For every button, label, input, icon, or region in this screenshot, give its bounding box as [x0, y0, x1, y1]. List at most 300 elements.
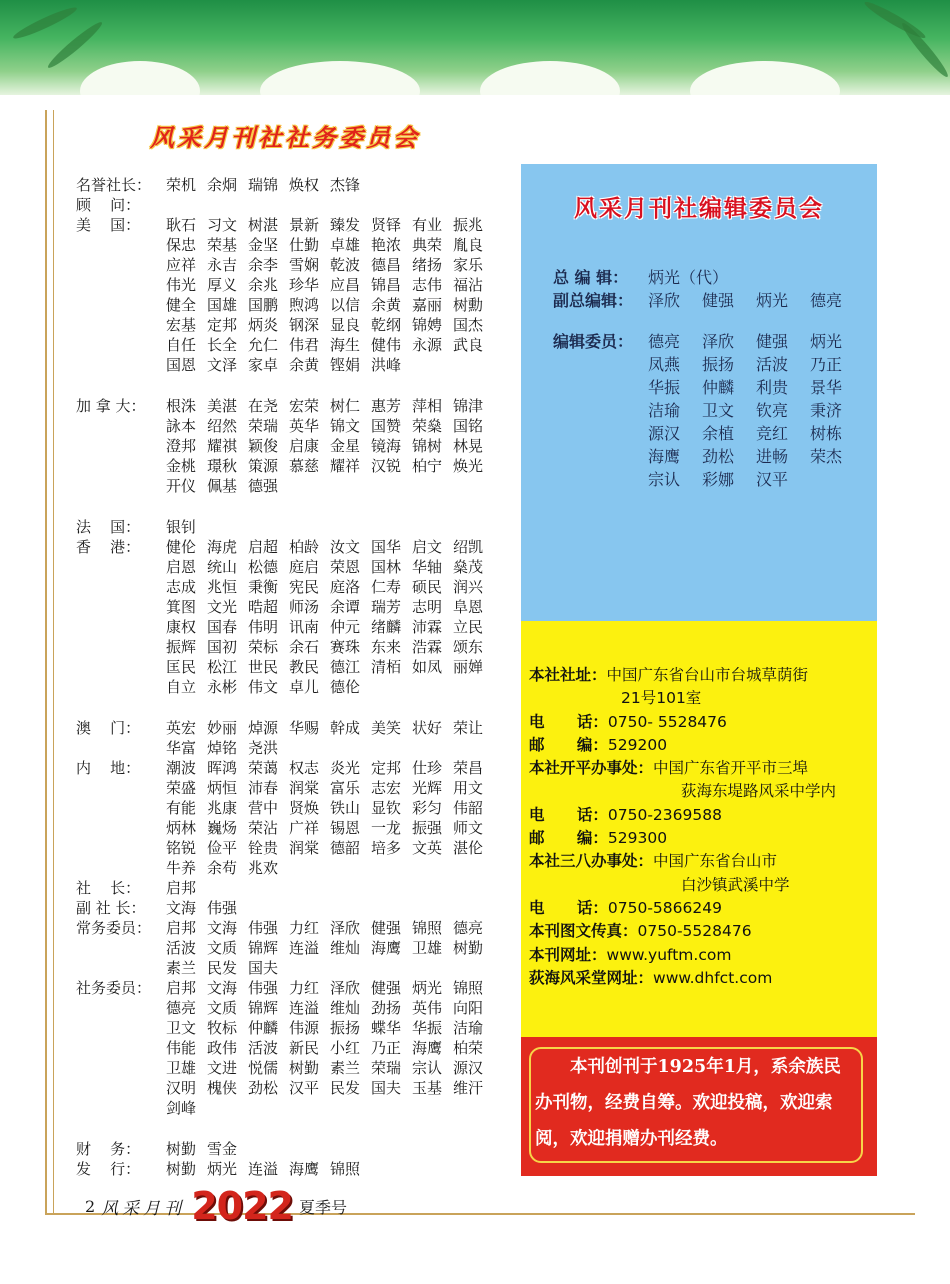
kaiping-tel-label: 电 话： [529, 805, 608, 824]
member-name: 松德 [248, 558, 279, 576]
member-name: 连溢 [289, 939, 320, 957]
sanba-office-label: 本社三八办事处： [529, 852, 654, 871]
member-name: 蝶华 [371, 1019, 402, 1037]
roster-names [166, 718, 516, 758]
roster-names [166, 537, 516, 697]
member-name: 树湛 [248, 216, 279, 234]
member-name: 培多 [371, 839, 402, 857]
member-name: 家卓 [248, 356, 279, 374]
member-name: 景新 [289, 216, 320, 234]
member-name: 璟秋 [207, 457, 238, 475]
member-name: 浩霖 [412, 638, 443, 656]
sanba-tel-label: 电 话： [529, 898, 608, 917]
member-name: 俭平 [207, 839, 238, 857]
member-name: 锡恩 [330, 819, 361, 837]
member-name: 伟光 [166, 276, 197, 294]
member-name: 德亮 [166, 999, 197, 1017]
member-name: 有业 [412, 216, 443, 234]
member-name: 瑞芳 [371, 598, 402, 616]
roster-label: 内 地： [76, 759, 141, 777]
member-name: 绍凯 [453, 538, 484, 556]
member-name: 立民 [453, 618, 484, 636]
member-name: 槐侠 [207, 1079, 238, 1097]
roster-row [76, 517, 516, 537]
roster-label: 名誉社长： [76, 176, 152, 194]
member-name: 余兆 [248, 276, 279, 294]
roster-names [166, 918, 516, 978]
member-name: 余李 [248, 256, 279, 274]
member-name: 沛霖 [412, 618, 443, 636]
member-name: 德亮 [453, 919, 484, 937]
member-name: 牧标 [207, 1019, 238, 1037]
roster-label: 副 社 长： [76, 899, 146, 917]
member-name: 赛珠 [330, 638, 361, 656]
member-name: 自任 [166, 336, 197, 354]
editor-name: 炳光 [810, 332, 843, 351]
member-name: 权志 [289, 759, 320, 777]
contact-info [529, 664, 874, 990]
member-name: 幹成 [330, 719, 361, 737]
member-name: 燊茂 [453, 558, 484, 576]
member-name: 向阳 [453, 999, 484, 1017]
member-name: 惠芳 [371, 397, 402, 415]
member-name: 启文 [412, 538, 443, 556]
member-name: 海鹰 [289, 1160, 320, 1178]
editor-name: 源汉 [648, 424, 681, 443]
member-name: 焕光 [453, 457, 484, 475]
kaiping-office-value: 中国广东省开平市三埠 [653, 759, 809, 778]
editor-name: 德亮 [648, 332, 681, 351]
address-line2: 21号101室 [621, 689, 702, 708]
member-name: 绍然 [207, 417, 238, 435]
editor-name: 利贵 [756, 378, 789, 397]
roster-names [166, 396, 516, 496]
website-label: 本刊网址： [529, 945, 607, 964]
member-name: 健伦 [166, 538, 197, 556]
member-name: 振扬 [330, 1019, 361, 1037]
member-name: 金坚 [248, 236, 279, 254]
committee-row [553, 330, 864, 491]
member-name: 耿石 [166, 216, 197, 234]
editor-name: 彩娜 [702, 470, 735, 489]
kaiping-office-line2: 荻海东堤路风采中学内 [681, 782, 837, 801]
kaiping-postcode-label: 邮 编： [529, 829, 608, 848]
member-name: 海鹰 [412, 1039, 443, 1057]
member-name: 富乐 [330, 779, 361, 797]
member-name: 贤铎 [371, 216, 402, 234]
member-name: 国恩 [166, 356, 197, 374]
member-name: 树仁 [330, 397, 361, 415]
member-name: 美笑 [371, 719, 402, 737]
roster-spacer [76, 1118, 516, 1139]
editor-name: 竞红 [756, 424, 789, 443]
deputy-editor-row [553, 289, 864, 312]
member-name: 伟明 [248, 618, 279, 636]
council-title: 风采月刊社社务委员会 [150, 123, 420, 152]
member-name: 锦娉 [412, 316, 443, 334]
member-name: 国杰 [453, 316, 484, 334]
member-name: 潮波 [166, 759, 197, 777]
member-name: 钢深 [289, 316, 320, 334]
editor-name: 泽欣 [648, 291, 681, 310]
member-name: 余黄 [289, 356, 320, 374]
member-name: 伟文 [248, 678, 279, 696]
roster-row [76, 758, 516, 878]
tel-label: 电 话： [529, 712, 608, 731]
member-name: 荣燊 [412, 417, 443, 435]
member-name: 镜海 [371, 437, 402, 455]
committee-label: 编辑委员： [553, 332, 634, 351]
member-name: 伟韶 [453, 799, 484, 817]
member-name: 卫雄 [412, 939, 443, 957]
member-name: 悦儒 [248, 1059, 279, 1077]
member-name: 宏荣 [289, 397, 320, 415]
member-name: 连溢 [289, 999, 320, 1017]
member-name: 松江 [207, 658, 238, 676]
member-name: 国鹏 [248, 296, 279, 314]
fax-value: 0750-5528476 [637, 922, 752, 941]
website2-label: 荻海风采堂网址： [529, 968, 654, 987]
deputy-editor-label: 副总编辑： [553, 291, 634, 310]
member-name: 厚义 [207, 276, 238, 294]
member-name: 英华 [289, 417, 320, 435]
member-name: 庭启 [289, 558, 320, 576]
member-name: 文泽 [207, 356, 238, 374]
member-name: 剑峰 [166, 1099, 197, 1117]
editor-name: 活波 [756, 355, 789, 374]
member-name: 锦辉 [248, 999, 279, 1017]
editor-name: 树栋 [810, 424, 843, 443]
member-name: 劲扬 [371, 999, 402, 1017]
address-value: 中国广东省台山市台城草荫街 [606, 666, 809, 684]
member-name: 佩基 [207, 477, 238, 495]
member-name: 秉衡 [248, 578, 279, 596]
member-name: 余黄 [371, 296, 402, 314]
editor-name: 景华 [810, 378, 843, 397]
sanba-office-value: 中国广东省台山市 [653, 852, 778, 871]
member-name: 仲元 [330, 618, 361, 636]
editor-name: 卫文 [702, 401, 735, 420]
member-name: 康权 [166, 618, 197, 636]
roster-row [76, 215, 516, 375]
roster-spacer [76, 697, 516, 718]
member-name: 国华 [371, 538, 402, 556]
member-name: 用文 [453, 779, 484, 797]
member-name: 雪娴 [289, 256, 320, 274]
member-name: 有能 [166, 799, 197, 817]
member-name: 志宏 [371, 779, 402, 797]
roster-row [76, 718, 516, 758]
member-name: 民发 [330, 1079, 361, 1097]
member-name: 汉锐 [371, 457, 402, 475]
member-name: 师汤 [289, 598, 320, 616]
member-name: 绪扬 [412, 256, 443, 274]
member-name: 自立 [166, 678, 197, 696]
editor-name: 余植 [702, 424, 735, 443]
member-name: 启邦 [166, 919, 197, 937]
editor-name: 荣杰 [810, 447, 843, 466]
member-name: 兆康 [207, 799, 238, 817]
member-name: 海生 [330, 336, 361, 354]
member-name: 丽婵 [453, 658, 484, 676]
member-name: 巍炀 [207, 819, 238, 837]
member-name: 臻发 [330, 216, 361, 234]
member-name: 锦照 [330, 1160, 361, 1178]
member-name: 华富 [166, 739, 197, 757]
postcode-label: 邮 编： [529, 735, 608, 754]
member-name: 乃正 [371, 1039, 402, 1057]
member-name: 树勤 [289, 1059, 320, 1077]
roster-row [76, 898, 516, 918]
editor-name: 振扬 [702, 355, 735, 374]
member-name: 余烔 [207, 176, 238, 194]
member-name: 荣基 [207, 236, 238, 254]
member-name: 胤良 [453, 236, 484, 254]
member-name: 洪峰 [371, 356, 402, 374]
member-name: 硕民 [412, 578, 443, 596]
roster-label: 法 国： [76, 518, 141, 536]
editor-name: 劲松 [702, 447, 735, 466]
sanba-tel-value: 0750-5866249 [607, 898, 722, 917]
member-name: 锦津 [453, 397, 484, 415]
member-name: 煦鸿 [289, 296, 320, 314]
member-name: 宗认 [412, 1059, 443, 1077]
roster-label: 美 国： [76, 216, 141, 234]
roster-label: 香 港： [76, 538, 141, 556]
member-name: 定邦 [207, 316, 238, 334]
member-name: 德昌 [371, 256, 402, 274]
member-name: 湛伦 [453, 839, 484, 857]
roster-row [76, 396, 516, 496]
member-name: 泽欣 [330, 919, 361, 937]
roster-label: 顾 问： [76, 196, 141, 214]
roster-label: 澳 门： [76, 719, 141, 737]
roster-label: 发 行： [76, 1160, 141, 1178]
member-name: 晧超 [248, 598, 279, 616]
member-name: 银钊 [166, 518, 197, 536]
member-name: 健伟 [371, 336, 402, 354]
member-name: 家乐 [453, 256, 484, 274]
sanba-office-line2: 白沙镇武溪中学 [681, 875, 790, 894]
committee-names [648, 330, 864, 491]
member-name: 荣让 [453, 719, 484, 737]
member-name: 妙丽 [207, 719, 238, 737]
member-name: 华赐 [289, 719, 320, 737]
member-name: 汉明 [166, 1079, 197, 1097]
member-name: 源汉 [453, 1059, 484, 1077]
member-name: 国林 [371, 558, 402, 576]
member-name: 根洙 [166, 397, 197, 415]
member-name: 国铭 [453, 417, 484, 435]
roster-label: 财 务： [76, 1140, 141, 1158]
roster-row [76, 978, 516, 1118]
editorial-board-panel [521, 164, 877, 621]
website2-link[interactable]: www.dhfct.com [653, 968, 773, 987]
member-name: 启邦 [166, 979, 197, 997]
tel-value: 0750- 5528476 [607, 712, 727, 731]
member-name: 德江 [330, 658, 361, 676]
member-name: 维汗 [453, 1079, 484, 1097]
roster-row [76, 195, 516, 215]
member-name: 荣瑞 [248, 417, 279, 435]
member-name: 锦昌 [371, 276, 402, 294]
kaiping-tel-value: 0750-2369588 [607, 805, 722, 824]
roster-names [166, 978, 516, 1118]
member-name: 彩匀 [412, 799, 443, 817]
member-name: 启恩 [166, 558, 197, 576]
editor-name: 健强 [702, 291, 735, 310]
member-name: 伟君 [289, 336, 320, 354]
member-name: 树勤 [453, 939, 484, 957]
member-name: 活波 [166, 939, 197, 957]
member-name: 锦文 [330, 417, 361, 435]
member-name: 焯源 [248, 719, 279, 737]
member-name: 策源 [248, 457, 279, 475]
member-name: 炳光 [412, 979, 443, 997]
member-name: 振辉 [166, 638, 197, 656]
member-name: 庭洛 [330, 578, 361, 596]
member-name: 荣标 [248, 638, 279, 656]
member-name: 健全 [166, 296, 197, 314]
member-name: 德韶 [330, 839, 361, 857]
editor-name: 泽欣 [702, 332, 735, 351]
member-name: 颖俊 [248, 437, 279, 455]
roster-names [166, 195, 516, 215]
editor-name: 乃正 [810, 355, 843, 374]
member-name: 兆欢 [248, 859, 279, 877]
member-name: 志明 [412, 598, 443, 616]
roster-label: 常务委员： [76, 919, 152, 937]
member-name: 伟源 [289, 1019, 320, 1037]
member-name: 杰锋 [330, 176, 361, 194]
member-name: 澄邦 [166, 437, 197, 455]
member-name: 启超 [248, 538, 279, 556]
member-name: 国夫 [371, 1079, 402, 1097]
member-name: 营中 [248, 799, 279, 817]
member-name: 统山 [207, 558, 238, 576]
website-link[interactable]: www.yuftm.com [606, 945, 732, 964]
member-name: 荣盛 [166, 779, 197, 797]
member-name: 雪金 [207, 1140, 238, 1158]
member-name: 汉平 [289, 1079, 320, 1097]
editor-name: 仲麟 [702, 378, 735, 397]
member-name: 锦照 [412, 919, 443, 937]
roster-names [166, 175, 516, 195]
member-name: 炳林 [166, 819, 197, 837]
member-name: 铁山 [330, 799, 361, 817]
member-name: 荣昌 [453, 759, 484, 777]
member-name: 锦辉 [248, 939, 279, 957]
member-name: 卫文 [166, 1019, 197, 1037]
member-name: 锦照 [453, 979, 484, 997]
member-name: 振强 [412, 819, 443, 837]
member-name: 仕勤 [289, 236, 320, 254]
notice-panel [521, 1037, 877, 1176]
member-name: 润棠 [289, 779, 320, 797]
member-name: 力红 [289, 979, 320, 997]
member-name: 维灿 [330, 999, 361, 1017]
member-name: 绪麟 [371, 618, 402, 636]
address-label: 本社社址： [529, 666, 607, 684]
member-name: 文海 [207, 979, 238, 997]
member-name: 国夫 [248, 959, 279, 977]
member-name: 余石 [289, 638, 320, 656]
editor-name: 凤燕 [648, 355, 681, 374]
member-name: 炎光 [330, 759, 361, 777]
roster-names [166, 215, 516, 375]
member-name: 荣蔼 [248, 759, 279, 777]
member-name: 华振 [412, 1019, 443, 1037]
member-name: 荣机 [166, 176, 197, 194]
member-name: 国雄 [207, 296, 238, 314]
editor-name: 海鹰 [648, 447, 681, 466]
member-name: 汝文 [330, 538, 361, 556]
kaiping-office-label: 本社开平办事处： [529, 759, 654, 778]
member-name: 在尧 [248, 397, 279, 415]
member-name: 活波 [248, 1039, 279, 1057]
member-name: 荣恩 [330, 558, 361, 576]
member-name: 应祥 [166, 256, 197, 274]
roster-label: 加 拿 大： [76, 397, 146, 415]
member-name: 永吉 [207, 256, 238, 274]
member-name: 海鹰 [371, 939, 402, 957]
member-name: 文光 [207, 598, 238, 616]
member-name: 文质 [207, 999, 238, 1017]
member-name: 以信 [330, 296, 361, 314]
roster-row [76, 878, 516, 898]
member-name: 国赞 [371, 417, 402, 435]
member-name: 卫雄 [166, 1059, 197, 1077]
member-name: 教民 [289, 658, 320, 676]
fax-label: 本刊图文传真： [529, 922, 638, 941]
member-name: 永源 [412, 336, 443, 354]
member-name: 福沾 [453, 276, 484, 294]
roster-label: 社务委员： [76, 979, 152, 997]
member-name: 阜恩 [453, 598, 484, 616]
member-name: 应昌 [330, 276, 361, 294]
member-name: 颂东 [453, 638, 484, 656]
roster-names [166, 1159, 516, 1179]
member-name: 振兆 [453, 216, 484, 234]
member-name: 国春 [207, 618, 238, 636]
member-name: 柏宁 [412, 457, 443, 475]
notice-text: 本刊创刊于1925年1月，系余族民办刊物，经费自筹。欢迎投稿，欢迎索阅，欢迎捐赠办刊经费。 [529, 1047, 863, 1163]
editor-name: 炳光 [756, 291, 789, 310]
roster-names [166, 758, 516, 878]
roster-row [76, 1139, 516, 1159]
member-name: 瑞锦 [248, 176, 279, 194]
member-name: 志伟 [412, 276, 443, 294]
editor-name: 华振 [648, 378, 681, 397]
member-name: 珍华 [289, 276, 320, 294]
contact-panel [521, 621, 877, 1037]
member-name: 宏基 [166, 316, 197, 334]
member-name: 文海 [207, 919, 238, 937]
member-name: 素兰 [330, 1059, 361, 1077]
member-name: 萍相 [412, 397, 443, 415]
member-name: 世民 [248, 658, 279, 676]
member-name: 炳炎 [248, 316, 279, 334]
member-name: 文海 [166, 899, 197, 917]
member-name: 习文 [207, 216, 238, 234]
member-name: 素兰 [166, 959, 197, 977]
magazine-name: 风采月刊 [101, 1198, 186, 1219]
member-name: 铨贵 [248, 839, 279, 857]
member-name: 焯铭 [207, 739, 238, 757]
roster-row [76, 918, 516, 978]
chief-editor-value: 炳光（代） [648, 268, 729, 287]
member-name: 广祥 [289, 819, 320, 837]
